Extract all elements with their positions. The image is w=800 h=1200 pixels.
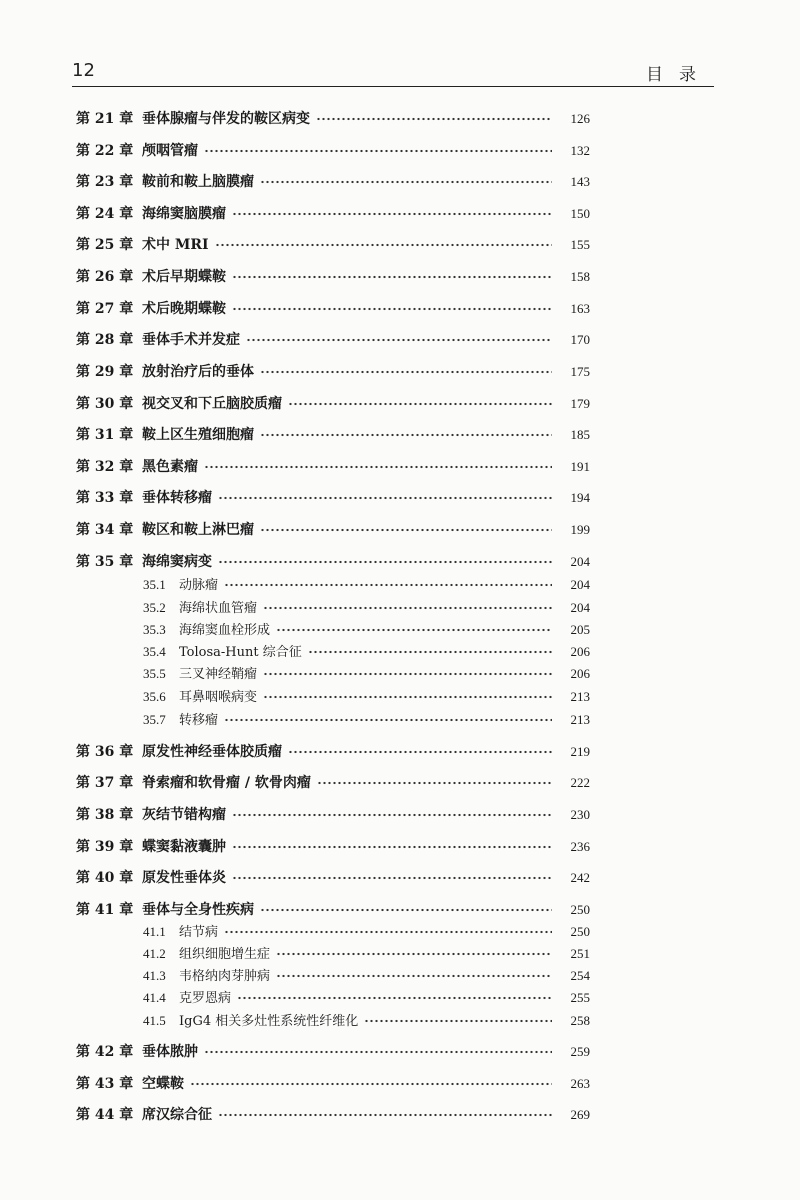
page-ref: 163 [570, 301, 590, 316]
toc-chapter-36[interactable] [76, 741, 590, 763]
dot-leader [260, 907, 552, 913]
section-number: 35.1 [143, 577, 166, 592]
chapter-label: 第 41 章 [76, 902, 134, 918]
toc-section-35-3[interactable] [143, 619, 590, 641]
dot-leader [224, 929, 552, 935]
section-title: IgG4 相关多灶性系统性纤维化 [179, 1014, 359, 1029]
page-ref: 213 [570, 712, 590, 727]
page-ref: 185 [570, 427, 590, 442]
chapter-title: 颅咽管瘤 [142, 143, 198, 159]
chapter-title: 垂体与全身性疾病 [142, 902, 254, 918]
section-title: 结节病 [179, 925, 219, 940]
page-ref: 251 [570, 946, 590, 961]
toc-chapter-44[interactable] [76, 1104, 590, 1126]
toc-chapter-34[interactable] [76, 519, 590, 541]
dot-leader [237, 995, 552, 1001]
toc-section-35-7[interactable] [143, 709, 590, 731]
dot-leader [317, 780, 552, 786]
section-title: 耳鼻咽喉病变 [179, 690, 258, 705]
toc-section-35-2[interactable] [143, 597, 590, 619]
section-title: 海绵状血管瘤 [179, 601, 258, 616]
section-number: 35.5 [143, 666, 166, 681]
toc-chapter-29[interactable] [76, 361, 590, 383]
chapter-label: 第 36 章 [76, 744, 134, 760]
page-ref: 204 [570, 554, 590, 569]
chapter-label: 第 35 章 [76, 554, 134, 570]
toc-section-35-1[interactable] [143, 574, 590, 596]
section-title: 动脉瘤 [179, 578, 219, 593]
dot-leader [232, 875, 552, 881]
dot-leader [246, 337, 552, 343]
dot-leader [204, 148, 552, 154]
toc-section-41-3[interactable] [143, 965, 590, 987]
chapter-title: 灰结节错构瘤 [142, 807, 226, 823]
page-ref: 213 [570, 689, 590, 704]
chapter-title: 术后早期蝶鞍 [142, 269, 226, 285]
dot-leader [224, 717, 552, 723]
chapter-title: 蝶窦黏液囊肿 [142, 839, 226, 855]
chapter-label: 第 27 章 [76, 301, 134, 317]
chapter-label: 第 33 章 [76, 490, 134, 506]
toc-chapter-22[interactable] [76, 140, 590, 162]
section-number: 35.6 [143, 689, 166, 704]
toc-chapter-42[interactable] [76, 1041, 590, 1063]
chapter-title: 原发性垂体炎 [142, 870, 226, 886]
dot-leader [218, 559, 552, 565]
dot-leader [215, 242, 552, 248]
dot-leader [232, 274, 552, 280]
section-number: 41.5 [143, 1013, 166, 1028]
page-ref: 132 [570, 143, 590, 158]
section-title: 三叉神经鞘瘤 [179, 667, 258, 682]
section-title: 韦格纳肉芽肿病 [179, 969, 271, 984]
section-title: 组织细胞增生症 [179, 947, 271, 962]
chapter-title: 海绵窦脑膜瘤 [142, 206, 226, 222]
chapter-title: 鞍上区生殖细胞瘤 [142, 427, 254, 443]
dot-leader [232, 844, 552, 850]
dot-leader [260, 527, 552, 533]
page-ref: 191 [570, 459, 590, 474]
section-number: 41.1 [143, 924, 166, 939]
page-ref: 242 [570, 870, 590, 885]
toc-chapter-37[interactable] [76, 772, 590, 794]
chapter-label: 第 34 章 [76, 522, 134, 538]
page-ref: 250 [570, 902, 590, 917]
dot-leader [288, 749, 552, 755]
toc-chapter-41[interactable] [76, 899, 590, 921]
page-ref: 230 [570, 807, 590, 822]
toc-section-41-2[interactable] [143, 943, 590, 965]
chapter-label: 第 28 章 [76, 332, 134, 348]
dot-leader [204, 1049, 552, 1055]
chapter-label: 第 39 章 [76, 839, 134, 855]
toc-section-35-6[interactable] [143, 686, 590, 708]
page-ref: 150 [570, 206, 590, 221]
page-ref: 204 [570, 577, 590, 592]
chapter-title: 黑色素瘤 [142, 459, 198, 475]
toc-chapter-21[interactable] [76, 108, 590, 130]
toc-chapter-33[interactable] [76, 487, 590, 509]
chapter-label: 第 44 章 [76, 1107, 134, 1123]
chapter-label: 第 22 章 [76, 143, 134, 159]
dot-leader [224, 582, 552, 588]
chapter-title: 海绵窦病变 [142, 554, 212, 570]
page-ref: 158 [570, 269, 590, 284]
section-number: 41.4 [143, 990, 166, 1005]
chapter-title: 视交叉和下丘脑胶质瘤 [142, 396, 282, 412]
page-ref: 250 [570, 924, 590, 939]
toc-chapter-43[interactable] [76, 1073, 590, 1095]
chapter-label: 第 42 章 [76, 1044, 134, 1060]
toc-section-41-4[interactable] [143, 987, 590, 1009]
page-ref: 194 [570, 490, 590, 505]
chapter-label: 第 26 章 [76, 269, 134, 285]
toc-chapter-25[interactable] [76, 234, 590, 256]
toc-chapter-27[interactable] [76, 298, 590, 320]
section-number: 35.2 [143, 600, 166, 615]
chapter-label: 第 25 章 [76, 237, 134, 253]
toc-section-35-5[interactable] [143, 663, 590, 685]
chapter-label: 第 29 章 [76, 364, 134, 380]
section-title: 克罗恩病 [179, 991, 232, 1006]
chapter-title: 垂体脓肿 [142, 1044, 198, 1060]
toc-chapter-38[interactable] [76, 804, 590, 826]
chapter-label: 第 40 章 [76, 870, 134, 886]
toc-chapter-35[interactable] [76, 551, 590, 573]
chapter-title: 放射治疗后的垂体 [142, 364, 254, 380]
dot-leader [190, 1081, 552, 1087]
chapter-title: 垂体转移瘤 [142, 490, 212, 506]
page-ref: 126 [570, 111, 590, 126]
dot-leader [260, 432, 552, 438]
toc-chapter-31[interactable] [76, 424, 590, 446]
dot-leader [260, 179, 552, 185]
page-ref: 205 [570, 622, 590, 637]
chapter-label: 第 21 章 [76, 111, 134, 127]
page-ref: 236 [570, 839, 590, 854]
dot-leader [263, 605, 552, 611]
toc-chapter-26[interactable] [76, 266, 590, 288]
chapter-label: 第 23 章 [76, 174, 134, 190]
chapter-label: 第 38 章 [76, 807, 134, 823]
dot-leader [204, 464, 552, 470]
toc-section-35-4[interactable] [143, 641, 590, 663]
page-ref: 206 [570, 666, 590, 681]
page-ref: 143 [570, 174, 590, 189]
chapter-label: 第 37 章 [76, 775, 134, 791]
section-number: 35.7 [143, 712, 166, 727]
chapter-title: 垂体手术并发症 [142, 332, 240, 348]
page-ref: 170 [570, 332, 590, 347]
page-number: 12 [72, 60, 95, 81]
dot-leader [232, 211, 552, 217]
toc-chapter-30[interactable] [76, 393, 590, 415]
chapter-title: 席汉综合征 [142, 1107, 212, 1123]
dot-leader [263, 694, 552, 700]
chapter-title: 原发性神经垂体胶质瘤 [142, 744, 282, 760]
page-ref: 222 [570, 775, 590, 790]
dot-leader [218, 495, 552, 501]
chapter-title: 术中 MRI [142, 237, 209, 253]
page-ref: 155 [570, 237, 590, 252]
chapter-title: 脊索瘤和软骨瘤 / 软骨肉瘤 [142, 775, 311, 791]
dot-leader [276, 627, 552, 633]
dot-leader [276, 973, 552, 979]
running-title: 目录 [646, 65, 712, 85]
dot-leader [308, 649, 552, 655]
toc-section-41-5[interactable] [143, 1010, 590, 1032]
section-title: 海绵窦血栓形成 [179, 623, 271, 638]
page-ref: 259 [570, 1044, 590, 1059]
page-ref: 179 [570, 396, 590, 411]
page-ref: 199 [570, 522, 590, 537]
dot-leader [288, 401, 552, 407]
toc-section-41-1[interactable] [143, 921, 590, 943]
page-ref: 269 [570, 1107, 590, 1122]
page-ref: 204 [570, 600, 590, 615]
page-ref: 219 [570, 744, 590, 759]
page-ref: 258 [570, 1013, 590, 1028]
section-number: 41.2 [143, 946, 166, 961]
dot-leader [218, 1112, 552, 1118]
chapter-title: 鞍前和鞍上脑膜瘤 [142, 174, 254, 190]
toc-chapter-39[interactable] [76, 836, 590, 858]
dot-leader [232, 812, 552, 818]
toc-chapter-32[interactable] [76, 456, 590, 478]
page-ref: 175 [570, 364, 590, 379]
toc-chapter-24[interactable] [76, 203, 590, 225]
chapter-title: 垂体腺瘤与伴发的鞍区病变 [142, 111, 310, 127]
toc-chapter-28[interactable] [76, 329, 590, 351]
page-ref: 255 [570, 990, 590, 1005]
section-title: Tolosa-Hunt 综合征 [179, 645, 302, 660]
chapter-title: 空蝶鞍 [142, 1076, 184, 1092]
dot-leader [364, 1018, 552, 1024]
page-ref: 206 [570, 644, 590, 659]
chapter-label: 第 24 章 [76, 206, 134, 222]
chapter-label: 第 30 章 [76, 396, 134, 412]
section-number: 41.3 [143, 968, 166, 983]
chapter-label: 第 32 章 [76, 459, 134, 475]
section-number: 35.3 [143, 622, 166, 637]
page-ref: 254 [570, 968, 590, 983]
dot-leader [276, 951, 552, 957]
chapter-label: 第 31 章 [76, 427, 134, 443]
chapter-label: 第 43 章 [76, 1076, 134, 1092]
chapter-title: 术后晚期蝶鞍 [142, 301, 226, 317]
section-title: 转移瘤 [179, 713, 219, 728]
section-number: 35.4 [143, 644, 166, 659]
toc-chapter-23[interactable] [76, 171, 590, 193]
chapter-title: 鞍区和鞍上淋巴瘤 [142, 522, 254, 538]
dot-leader [263, 671, 552, 677]
page-ref: 263 [570, 1076, 590, 1091]
dot-leader [232, 306, 552, 312]
toc-chapter-40[interactable] [76, 867, 590, 889]
dot-leader [316, 116, 552, 122]
dot-leader [260, 369, 552, 375]
